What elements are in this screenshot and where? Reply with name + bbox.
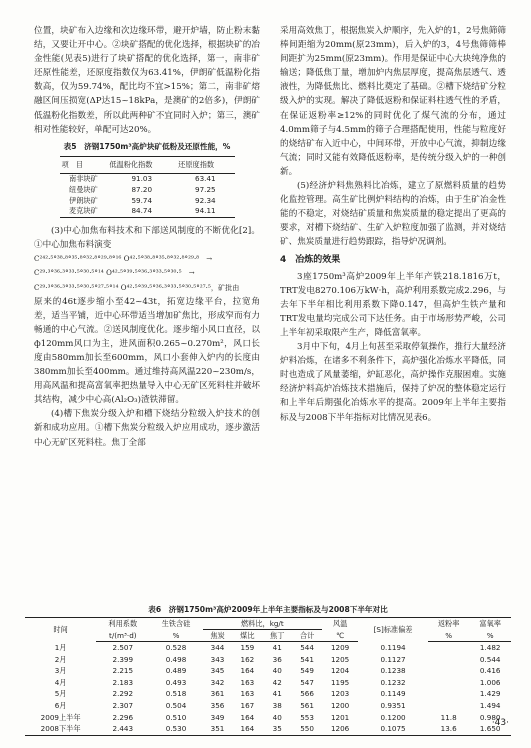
- table-cell: 343: [210, 654, 225, 664]
- table-cell: 0.1149: [380, 689, 406, 699]
- table5-header: 低温粉化指数: [107, 156, 176, 173]
- table5: [60, 156, 235, 218]
- table-cell: 35: [272, 724, 282, 734]
- table6-header: %: [469, 630, 511, 642]
- table6-header: 焦炭: [203, 630, 233, 642]
- table-cell: 0.489: [165, 666, 187, 676]
- table-cell: 566: [300, 689, 314, 699]
- table-cell: [428, 677, 470, 689]
- table-cell: 纽曼块矿: [69, 184, 98, 194]
- table6-caption: 表6 济钢1750m³高炉2009年上半年主要指标及与2008下半年对比: [148, 605, 388, 614]
- table-cell: 1.006: [479, 677, 501, 687]
- table-row: [25, 723, 511, 735]
- table-cell: 351: [210, 724, 225, 734]
- paragraph: 3月中下旬，4月上旬甚至采取停氧操作，推行大量经济炉料冶炼，在诸多不利条件下，高炉强化冶炼水平降低，同时也造成了风量萎缩，炉缸恶化，高炉操作克服困难。实施经济炉料高炉冶炼技术措施后，保持了炉况的整体稳定运行和上半年后期强化冶炼水平的提高。2009年上半年主要指标及与2008下半年指标对比情况见表6。: [280, 342, 506, 423]
- table-cell: 349: [210, 712, 225, 722]
- table-cell: 1.650: [479, 724, 501, 734]
- table-row: [60, 185, 235, 196]
- table-row: [60, 173, 235, 184]
- table-cell: 0.518: [165, 689, 187, 699]
- page-number: ·43·: [491, 718, 509, 728]
- table6-header: 时间: [53, 625, 68, 635]
- table-cell: 361: [210, 689, 225, 699]
- formula-line: [34, 266, 260, 280]
- paragraph: 位置，块矿布入边缘和次边缘环带，避开炉墙，防止粉末黏结，又要让开中心。②块矿搭配的优化选择，根据块矿的冶金性能(见表5)进行了块矿搭配的优化选择，第一，南非矿还原性能差，还原度指数仅为63.41%，伊朗矿低温粉化指数高，仅为59.74%，配比均不宜>15%；第二，南非矿熔融区间压损宽(ΔP达15~18kPa，是澳矿的2倍多)，伊朗矿低温粉化指数差，所以此两种矿不宜同时入炉；第三，澳矿相对性能较好，单配可达20%。: [34, 26, 260, 135]
- table-cell: 1201: [330, 712, 350, 722]
- table5-header: 项 目: [60, 156, 108, 173]
- table-cell: 167: [240, 700, 255, 710]
- table-cell: 伊朗块矿: [69, 195, 98, 205]
- table-cell: 1195: [330, 677, 350, 687]
- table6-header: 富氧率: [479, 619, 501, 629]
- table-cell: 42: [272, 677, 282, 687]
- table-cell: 1205: [330, 654, 350, 664]
- table-cell: 0.493: [165, 677, 187, 687]
- table-cell: 0.498: [165, 654, 187, 664]
- table-cell: 97.25: [195, 184, 216, 194]
- table6-header: 生铁含硅: [161, 619, 191, 629]
- paragraph: 原来的46t逐步缩小至42~43t，拓宽边缘平台，拉宽角差，适当平铺，近中心环带适当增加矿焦比，形成窄而有力畅通的中心气流。②送风制度优化。逐步缩小风口直径，以ф120mm风口为主，进风面积0.265~0.270m²，风口长度由580mm加长至600mm，风口小套伸入炉内的长度由380mm加长至400mm。通过维持高风温220~230m/s，用高风温和提高富氧率把热量导入中心无矿区死料柱并破坏其结构，减少中心高(Al₂O₃)渣铁滞留。: [34, 296, 260, 406]
- table-cell: 94.11: [195, 206, 216, 216]
- table-cell: 2.443: [112, 724, 134, 734]
- table-row: [25, 688, 511, 700]
- table-cell: [428, 688, 470, 700]
- table-row: [60, 206, 235, 217]
- table-cell: 0.9351: [380, 700, 406, 710]
- table6-header: 返粉率: [437, 619, 460, 629]
- table-cell: 0.530: [165, 724, 187, 734]
- table6-header: 焦丁: [262, 630, 292, 642]
- table6-header: ℃: [322, 630, 358, 642]
- table-cell: 4月: [54, 677, 67, 687]
- table6-header: 燃料比，kg/t: [203, 618, 322, 630]
- formula-line: [34, 252, 260, 266]
- table-cell: 13.6: [440, 724, 457, 734]
- paragraph: (5)经济炉料焦熟料比冶炼，建立了原燃料质量的趋势化监控管理。高生矿比例炉料结构的冶炼，由于生矿冶金性能的不稳定，对烧结矿质量和焦炭质量的稳定提出了更高的要求，对槽下烧结矿、生矿入炉粒度加强了监测，并对烧结矿、焦炭质量进行趋势跟踪，指导炉况调剂。: [280, 181, 506, 248]
- table-cell: 3月: [54, 666, 67, 676]
- table-cell: 59.74: [131, 195, 153, 205]
- table-cell: 2009上半年: [40, 712, 81, 722]
- table-row: [25, 642, 511, 654]
- table6-header: 合计: [292, 630, 322, 642]
- table-cell: 2.215: [112, 666, 134, 676]
- table-cell: 36: [272, 654, 282, 664]
- table-cell: 2.296: [112, 712, 134, 722]
- table-cell: 553: [300, 712, 314, 722]
- paragraph: 采用高效焦丁，根据焦炭入炉顺序，先入炉的1，2号焦筛筛棒间距缩为20mm(原23mm)，后入炉的3，4号焦筛筛棒间距扩为25mm(原23mm)。作用是保证中心大块纯净焦的输送；降低焦丁量，增加炉内焦层厚度，提高焦层透气、透液性，为降低焦比、燃料比奠定了基础。②槽下烧结矿分粒级入炉的实现。解决了降低返粉和保证料柱透气性的矛盾，在保证返粉率≥12%的同时优化了煤气流的分布，通过4.0mm筛子与4.5mm的筛子合理搭配使用，性能与粒度好的烧结矿布入近中心，中间环带，开放中心气流，抑制边缘气流；同时又能有效降低返粉率，是传统分级入炉的一种创新。: [280, 26, 506, 177]
- table-cell: 159: [240, 643, 255, 652]
- table-cell: [428, 642, 470, 654]
- table-cell: 345: [210, 666, 225, 676]
- table-cell: 0.510: [165, 712, 187, 722]
- table-cell: 0.1194: [380, 642, 406, 652]
- table5-header: 还原度指数: [176, 156, 234, 173]
- table-cell: 91.03: [131, 173, 153, 183]
- section-heading: 4 冶炼的效果: [280, 254, 341, 265]
- table-cell: 0.1200: [380, 712, 406, 722]
- table5-caption: 表5 济钢1750m³高炉块矿低粉及还原性能，%: [63, 141, 231, 151]
- table-cell: 164: [240, 712, 255, 722]
- table-cell: 541: [300, 654, 314, 664]
- table-cell: [428, 654, 470, 666]
- table-cell: 11.8: [440, 712, 457, 722]
- table-row: [25, 677, 511, 689]
- table-cell: [428, 700, 470, 712]
- table-cell: 0.504: [165, 700, 187, 710]
- table-cell: 162: [240, 654, 255, 664]
- table-cell: 0.416: [479, 666, 501, 676]
- table-cell: 63.41: [195, 173, 216, 183]
- right-column: [280, 24, 506, 425]
- formula-arrow: →: [188, 269, 195, 278]
- table-cell: 0.1075: [380, 724, 406, 734]
- table-row: [25, 700, 511, 712]
- table-cell: 1200: [330, 700, 350, 710]
- formula-arrow: →: [206, 255, 213, 264]
- table-cell: 549: [300, 666, 314, 676]
- table-cell: 2.183: [112, 677, 134, 687]
- table-cell: 1.482: [479, 643, 501, 652]
- table-cell: 547: [300, 677, 314, 687]
- table-cell: 2月: [54, 654, 67, 664]
- table-cell: 84.74: [131, 206, 153, 216]
- table-cell: 5月: [54, 689, 67, 699]
- table-cell: 1204: [330, 666, 350, 676]
- table6: [25, 617, 511, 736]
- table-cell: 2008下半年: [40, 724, 81, 734]
- table-cell: 1209: [330, 643, 350, 652]
- formula-text: C²⁴²·⁵°³⁸·⁸°³⁵·⁸°³²·⁸°²⁹·⁸°¹⁶ O⁴²·⁵°³⁸·⁸°³⁵·⁸°³²·⁸°²⁹·⁸: [34, 255, 200, 264]
- table-cell: 164: [240, 666, 255, 676]
- table-row: [25, 665, 511, 677]
- left-column: [34, 24, 260, 450]
- table-cell: 2.292: [112, 689, 134, 699]
- table-cell: 2.399: [112, 654, 134, 664]
- table-cell: 1203: [330, 689, 350, 699]
- table6-header: %: [149, 630, 202, 642]
- table-cell: 0.528: [165, 643, 187, 652]
- table-cell: 0.980: [479, 712, 501, 722]
- table-cell: 40: [272, 712, 282, 722]
- paragraph: 3座1750m³高炉2009年上半年产铁218.1816万t，TRT发电8270.106万kW·h，高炉利用系数完成2.296，与去年下半年相比利用系数下降0.147，但高炉生铁产量和TRT发电量均完成公司下达任务。由于市场形势严峻，公司上半年初采取限产生产，降低富氧率。: [280, 271, 507, 338]
- table6-header: [S]标准偏差: [373, 625, 413, 635]
- table-cell: 0.544: [479, 654, 501, 664]
- table-cell: 麦克块矿: [69, 206, 98, 216]
- table-cell: 1.494: [479, 700, 501, 710]
- table-cell: 6月: [54, 700, 67, 710]
- paragraph: (3)中心加焦布料技术和下部送风制度的不断优化[2]。①中心加焦布料演变: [34, 226, 260, 251]
- table-cell: 南非块矿: [69, 173, 98, 183]
- table-cell: 550: [300, 724, 314, 734]
- table-cell: [428, 665, 470, 677]
- table-row: [25, 712, 511, 724]
- table-cell: 41: [272, 689, 282, 699]
- table-cell: 561: [300, 700, 314, 710]
- table-cell: 0.1238: [380, 666, 406, 676]
- table-cell: 0.1232: [380, 677, 406, 687]
- table6-header: 风温: [332, 619, 348, 629]
- formula-line: C²⁹·³°³⁶·³°³³·⁵°³⁰·⁵°²⁷·⁵°¹⁴ O⁴²·⁵°³⁹·⁵°³⁶·³°³³·⁵°³⁰·⁵°²⁷·⁵，矿批由: [34, 283, 240, 292]
- table6-header: %: [428, 630, 470, 642]
- table6-header: t/(m³·d): [96, 630, 149, 642]
- table-cell: 41: [272, 643, 282, 652]
- table-cell: 2.507: [112, 643, 134, 652]
- table-cell: 356: [210, 700, 225, 710]
- table-cell: 344: [210, 643, 225, 652]
- formula-text: C²⁹·³°³⁶·³°³³·⁵°³⁰·⁵°¹⁴ O⁴²·⁵°³⁹·⁵°³⁶·³°³³·⁵°³⁰·⁵: [34, 269, 182, 278]
- table-cell: 342: [210, 677, 225, 687]
- table-cell: 544: [300, 643, 314, 652]
- table-cell: 163: [240, 677, 255, 687]
- paragraph: (4)槽下焦炭分级入炉和槽下烧结分粒级入炉技术的创新和成功应用。①槽下焦炭分粒级入炉应用成功，逐步激活中心无矿区死料柱。焦丁全部: [34, 409, 260, 448]
- table6-header: 煤比: [232, 630, 262, 642]
- table-cell: 1月: [54, 642, 67, 652]
- table-cell: 2.307: [112, 700, 134, 710]
- table6-container: [25, 601, 511, 736]
- table-cell: 163: [240, 689, 255, 699]
- table-row: [60, 196, 235, 207]
- table-cell: 1206: [330, 724, 350, 734]
- table6-header: 利用系数: [108, 619, 138, 629]
- table-cell: 40: [272, 666, 282, 676]
- table-row: [25, 654, 511, 666]
- table-cell: 164: [240, 724, 255, 734]
- table-cell: 38: [272, 700, 282, 710]
- table-cell: 1.429: [479, 689, 501, 699]
- table-cell: 0.1127: [380, 654, 406, 664]
- table-cell: 87.20: [131, 184, 153, 194]
- table-cell: 92.34: [195, 195, 216, 205]
